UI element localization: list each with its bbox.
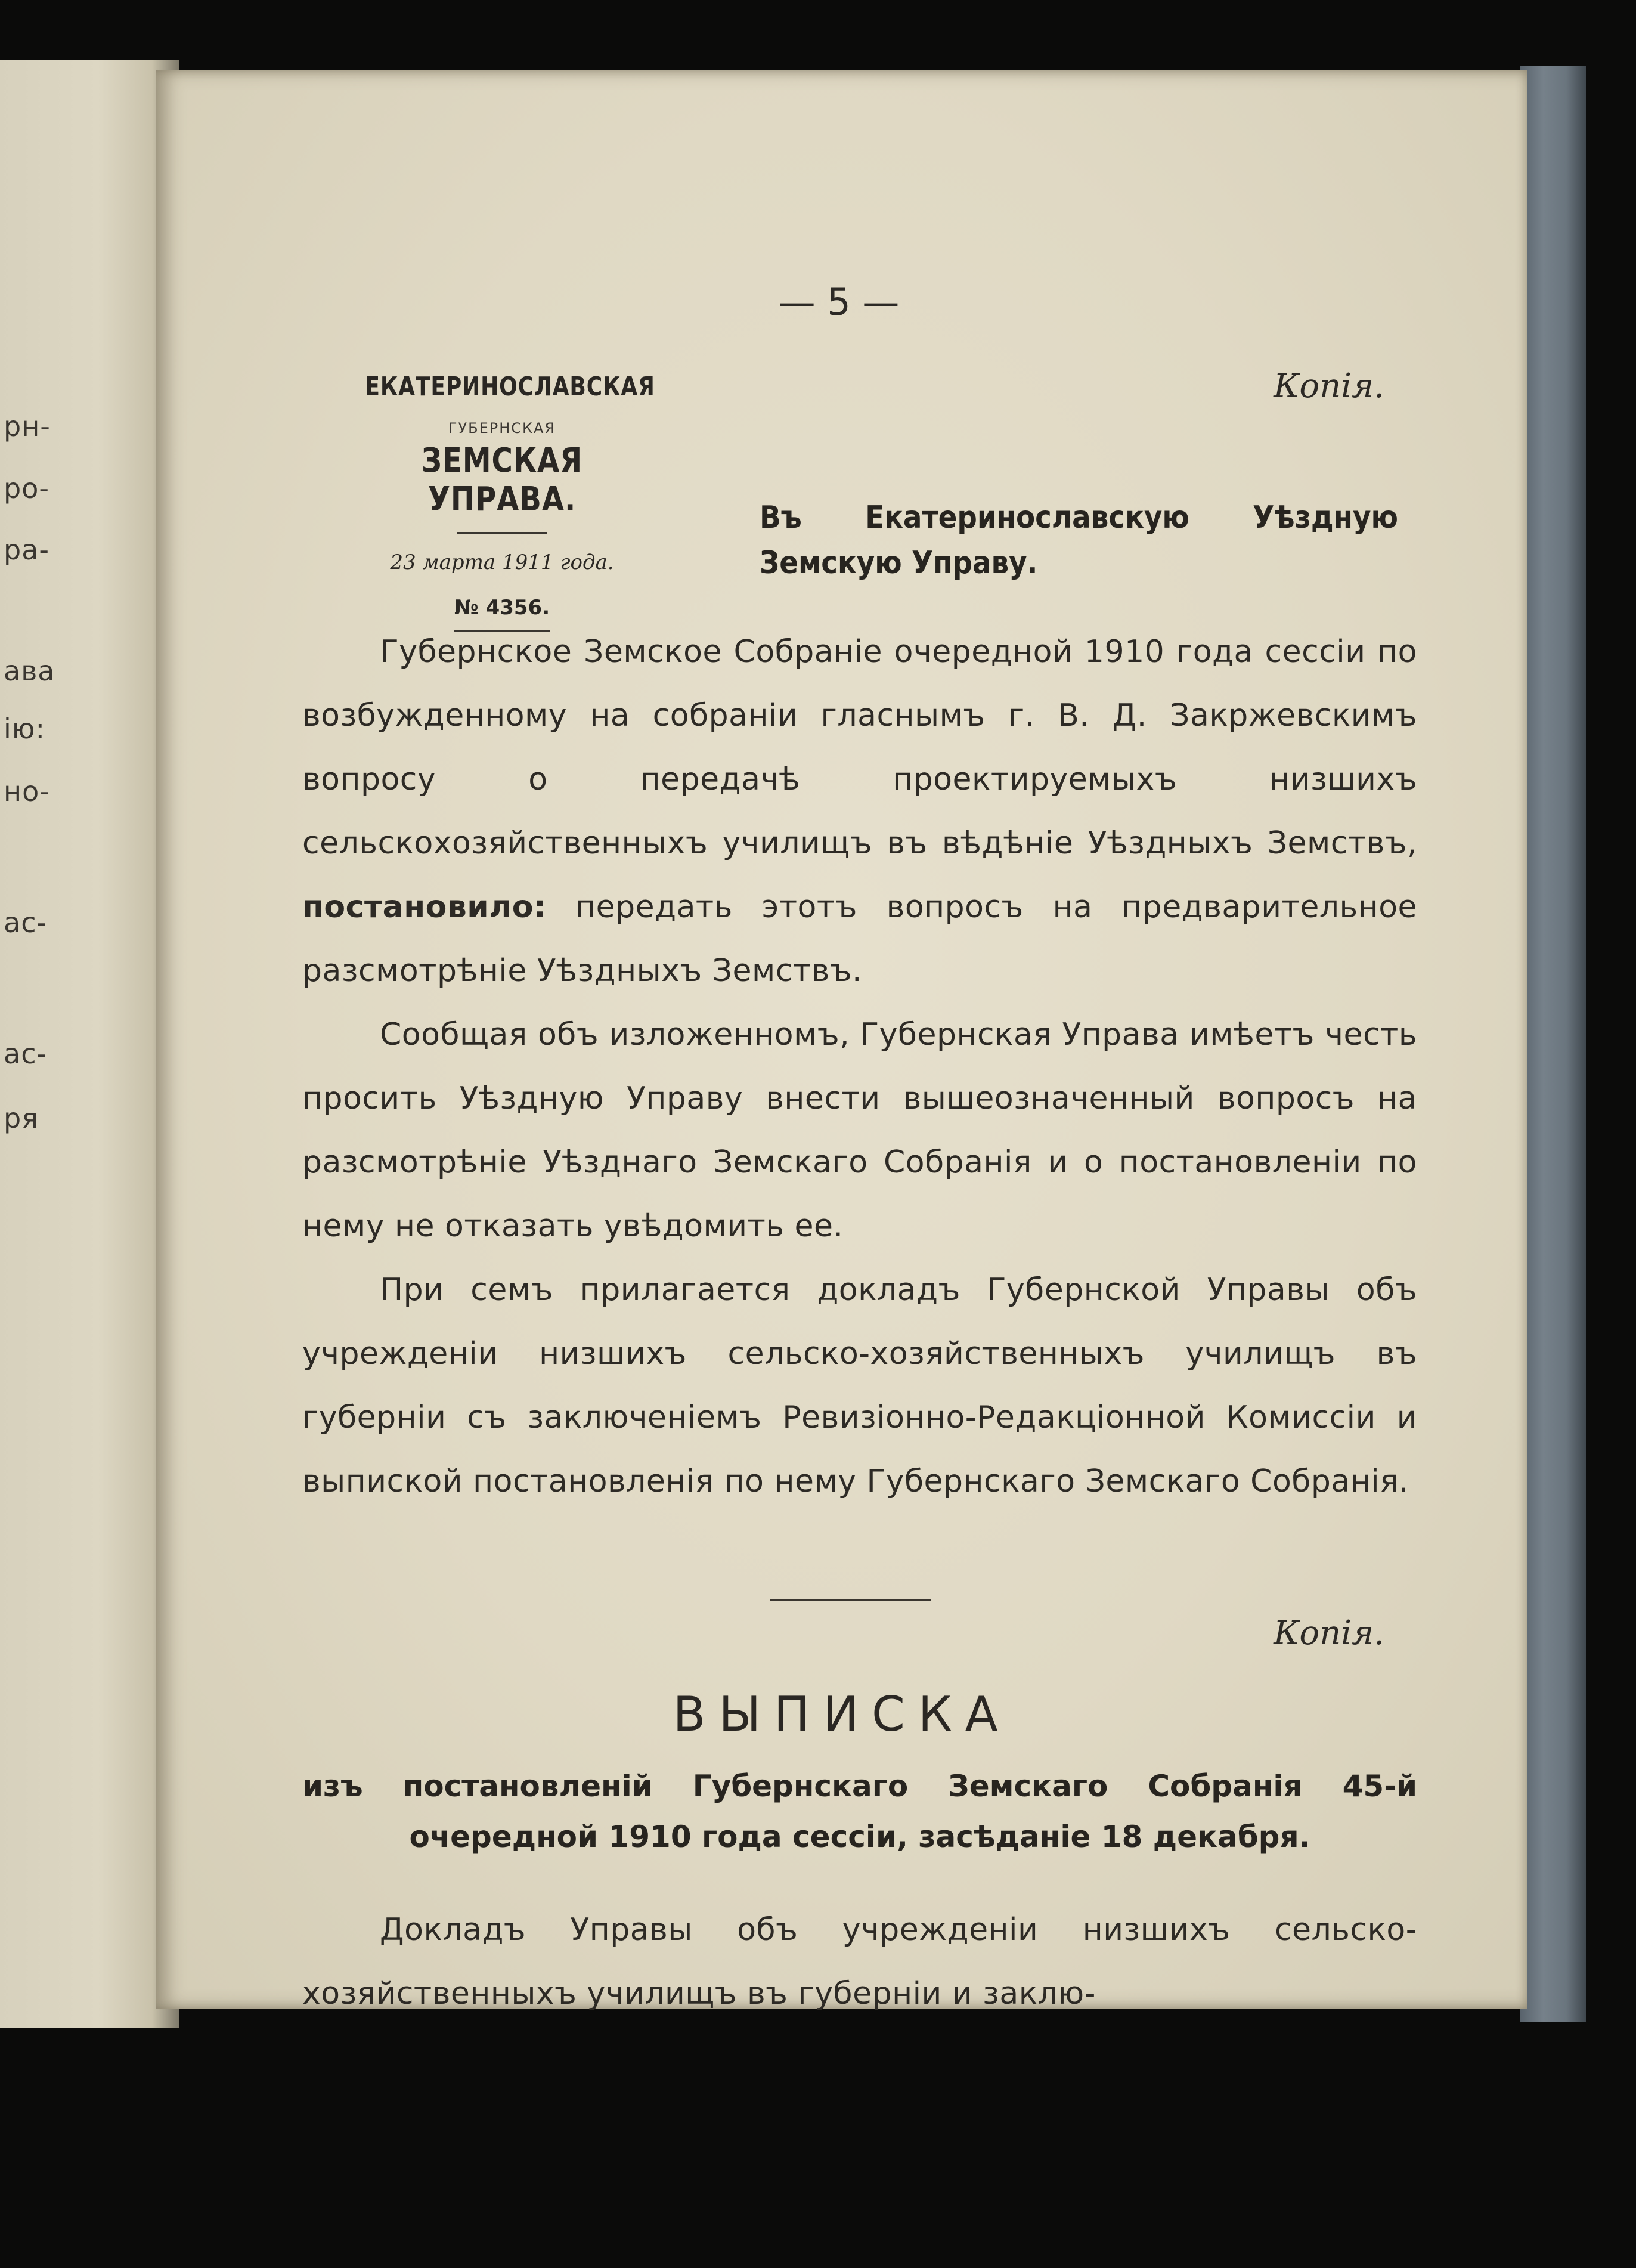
paragraph-text: передать этотъ вопросъ на предварительное разсмотрѣніе Уѣздныхъ Земствъ. [302,889,1417,989]
paragraph-text: Губернское Земское Собраніе очередной 1910 года сессіи по возбужденному на собраніи гласнымъ г. В. Д. Закржевскимъ вопросу о передачѣ проектируемыхъ низшихъ сельскохозяйственныхъ училищъ въ вѣдѣніе Уѣздныхъ Земствъ, [302,634,1417,861]
left-page-fragment: iю: [4,713,46,745]
left-page-fragment: ас- [4,1038,48,1070]
left-facing-page [0,60,179,2028]
left-page-fragment: но- [4,775,50,807]
left-page-fragment: ас- [4,906,48,939]
institution-header [335,372,669,632]
extract-title: ВЫПИСКА [673,1687,1011,1742]
letter-number: № 4356. [454,596,550,620]
institution-name-line1: ЕКАТЕРИНОСЛАВСКАЯ [365,372,655,402]
left-page-fragment: ря [4,1102,39,1134]
copy-label: Копія. [1274,1614,1384,1653]
addressee [760,500,1398,581]
institution-name-line2: ГУБЕРНСКАЯ [448,420,556,437]
left-page-fragment: ра- [4,534,49,566]
paragraph-attachment: При семъ прилагается докладъ Губернской Управы объ учрежденіи низшихъ сельско-хозяйственныхъ училищъ въ губерніи съ заключеніемъ Ревизіонно-Редакціонной Комиссіи и выпиской постановленія по нему Губернскаго Земскаго Собранія. [302,1272,1417,1499]
paragraph-resolution [302,620,1417,1003]
left-page-fragment: ава [4,655,55,687]
extract-subtitle [302,1761,1417,1862]
paragraph-request: Сообщая объ изложенномъ, Губернская Управа имѣетъ честь просить Уѣздную Управу внести вышеозначенный вопросъ на разсмотрѣніе Уѣзднаго Земскаго Собранія и о постановленіи по нему не отказать увѣдомить ее. [302,1017,1417,1244]
header-divider [457,532,547,534]
copy-label: Копія. [1274,367,1384,406]
section-divider [770,1599,931,1601]
paragraph-report: Докладъ Управы объ учрежденіи низшихъ сельско-хозяйственныхъ училищъ въ губерніи и заклю- [302,1912,1417,2012]
resolution-keyword: постановило: [302,889,547,925]
extract-body [302,1898,1417,2026]
left-page-fragment: рн- [4,410,51,443]
letter-date: 23 марта 1911 года. [390,550,614,574]
extract-subtitle-line2: очередной 1910 года сессіи, засѣданіе 18 декабря. [409,1820,1310,1854]
page-number: — 5 — [778,280,900,324]
addressee-line1: Въ Екатеринославскую Уѣздную [760,500,1398,536]
left-page-fragment: ро- [4,472,49,505]
letter-body [302,620,1417,1514]
book-cover-edge [1520,66,1586,2022]
addressee-line2: Земскую Управу. [760,545,1038,581]
document-page [156,70,1527,2012]
institution-name-line3: ЗЕМСКАЯ УПРАВА. [421,441,583,519]
extract-subtitle-line1: изъ постановленій Губернскаго Земскаго Собранія 45-й [302,1769,1417,1803]
